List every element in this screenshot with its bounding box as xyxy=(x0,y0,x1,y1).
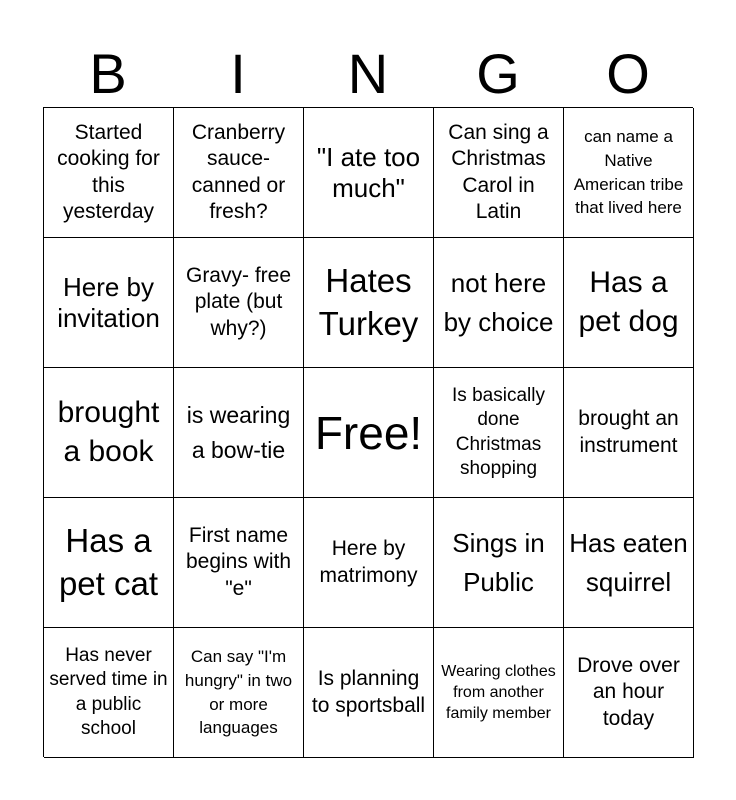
cell-text: not here by choice xyxy=(443,268,554,337)
cell-text: Here by invitation xyxy=(57,271,160,333)
cell-text: can name a Native American tribe that lived here xyxy=(573,126,684,218)
bingo-cell-r3c1[interactable] xyxy=(44,368,174,498)
bingo-cell-r5c5[interactable] xyxy=(564,628,694,758)
header-letter-b: B xyxy=(89,42,127,105)
bingo-cell-r2c1[interactable] xyxy=(44,238,174,368)
cell-text: Has eaten squirrel xyxy=(569,528,688,597)
cell-text: Is basically done Christmas shopping xyxy=(452,384,545,479)
cell-text: brought a book xyxy=(57,396,160,468)
cell-text: Gravy- free plate (but why?) xyxy=(185,264,292,340)
cell-text: Is planning to sportsball xyxy=(311,667,426,717)
cell-text: Can sing a Christmas Carol in Latin xyxy=(448,121,549,223)
header-letter-o: O xyxy=(606,42,650,105)
cell-text: First name begins with "e" xyxy=(185,524,292,600)
header-letter-g: G xyxy=(476,42,520,105)
bingo-cell-r5c4[interactable] xyxy=(434,628,564,758)
bingo-cell-r4c4[interactable] xyxy=(434,498,564,628)
bingo-cell-r3c4[interactable] xyxy=(434,368,564,498)
cell-text: Hates Turkey xyxy=(318,262,419,342)
bingo-cell-r1c3[interactable] xyxy=(304,108,434,238)
cell-text: Has a pet cat xyxy=(58,522,159,602)
cell-text: Started cooking for this yesterday xyxy=(57,121,160,223)
cell-text: Has a pet dog xyxy=(578,266,679,338)
bingo-cell-r4c1[interactable] xyxy=(44,498,174,628)
cell-text: Wearing clothes from another family member xyxy=(441,662,556,723)
bingo-cell-r2c2[interactable] xyxy=(174,238,304,368)
cell-text: Here by matrimony xyxy=(319,537,418,587)
bingo-cell-r4c2[interactable] xyxy=(174,498,304,628)
cell-text: "I ate too much" xyxy=(316,141,421,203)
header-letter-i: I xyxy=(230,42,246,105)
cell-text: Sings in Public xyxy=(452,528,545,597)
cell-text: Can say "I'm hungry" in two or more languages xyxy=(184,646,293,738)
cell-text: is wearing a bow-tie xyxy=(186,402,291,463)
bingo-cell-r1c4[interactable] xyxy=(434,108,564,238)
bingo-cell-free[interactable] xyxy=(304,368,434,498)
bingo-cell-r3c2[interactable] xyxy=(174,368,304,498)
bingo-cell-r4c3[interactable] xyxy=(304,498,434,628)
bingo-header xyxy=(43,40,693,108)
bingo-cell-r3c5[interactable] xyxy=(564,368,694,498)
cell-text: Drove over an hour today xyxy=(577,654,680,730)
bingo-cell-r2c4[interactable] xyxy=(434,238,564,368)
bingo-cell-r5c1[interactable] xyxy=(44,628,174,758)
cell-text: brought an instrument xyxy=(578,407,679,457)
bingo-cell-r1c2[interactable] xyxy=(174,108,304,238)
bingo-cell-r1c5[interactable] xyxy=(564,108,694,238)
cell-text: Has never served time in a public school xyxy=(49,644,168,739)
bingo-cell-r1c1[interactable] xyxy=(44,108,174,238)
free-space-text: Free! xyxy=(314,406,423,459)
bingo-cell-r2c3[interactable] xyxy=(304,238,434,368)
header-letter-n: N xyxy=(347,42,389,105)
bingo-cell-r5c3[interactable] xyxy=(304,628,434,758)
bingo-grid xyxy=(43,107,693,757)
bingo-cell-r4c5[interactable] xyxy=(564,498,694,628)
bingo-cell-r2c5[interactable] xyxy=(564,238,694,368)
cell-text: Cranberry sauce- canned or fresh? xyxy=(191,121,286,223)
bingo-cell-r5c2[interactable] xyxy=(174,628,304,758)
